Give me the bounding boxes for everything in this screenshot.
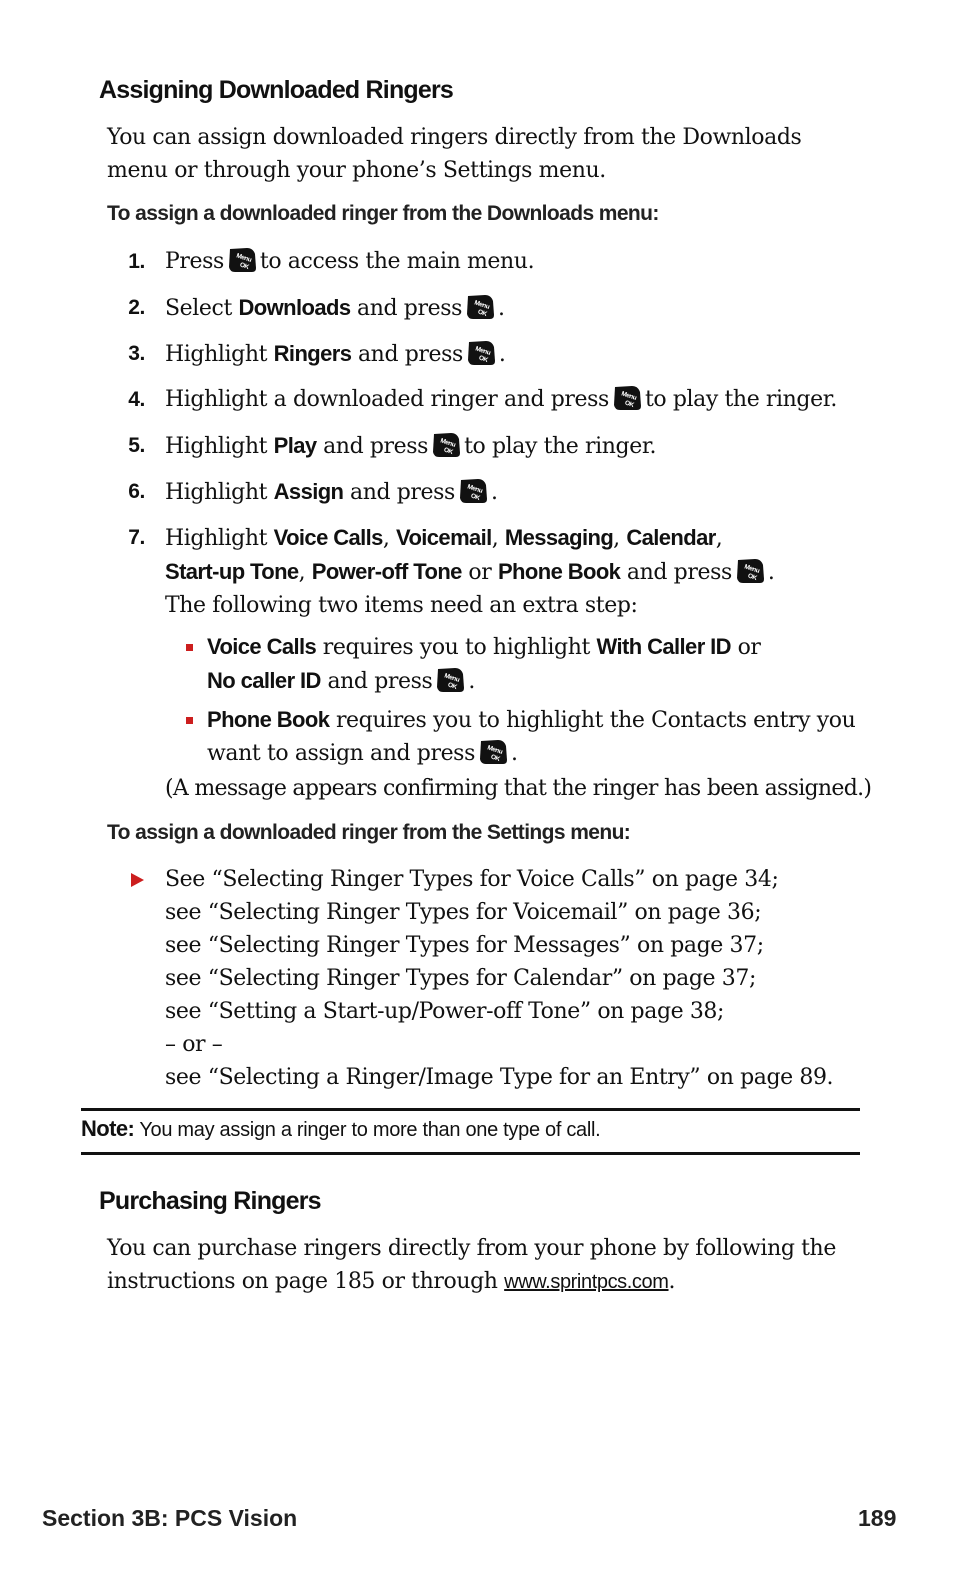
note-top-rule (81, 1108, 860, 1111)
subhead-downloads: To assign a downloaded ringer from the Downloads menu: (107, 202, 659, 225)
bullet-square-icon (186, 644, 193, 651)
reference-line: See “Selecting Ringer Types for Voice Calls” on page 34; (165, 867, 779, 892)
step-text: Press (165, 249, 224, 274)
reference-line: – or – (165, 1032, 223, 1057)
menu-term-startup-tone: Start-up Tone (165, 559, 299, 584)
note (81, 1116, 600, 1142)
menu-ok-key-icon (431, 431, 461, 459)
comma: , (382, 526, 390, 551)
comma: , (715, 526, 723, 551)
menu-ok-key-icon (458, 477, 488, 505)
menu-ok-key-icon (735, 557, 765, 585)
footer-page-number: 189 (858, 1505, 897, 1531)
step-text: Highlight (165, 526, 268, 551)
menu-ok-key-icon (478, 738, 508, 766)
section-title-purchasing: Purchasing Ringers (99, 1187, 321, 1215)
step-text: and press (357, 342, 463, 367)
note-text: You may assign a ringer to more than one type of call. (139, 1119, 601, 1141)
period: . (668, 1269, 676, 1294)
bullet-text: requires you to highlight the Contacts entry you (335, 708, 856, 733)
menu-term-poweroff-tone: Power-off Tone (311, 559, 462, 584)
menu-term-voice-calls: Voice Calls (207, 634, 317, 659)
step-number: 5. (128, 434, 145, 457)
reference-line: see “Selecting Ringer Types for Calendar” on page 37; (165, 966, 756, 991)
step-7-line-3: The following two items need an extra step: (165, 593, 638, 618)
menu-term-ringers: Ringers (273, 341, 352, 366)
note-label: Note: (81, 1116, 135, 1141)
menu-term-downloads: Downloads (238, 295, 351, 320)
period: . (767, 560, 775, 585)
menu-ok-key-icon (465, 293, 495, 321)
step-7-line-2 (165, 555, 774, 589)
bullet-square-icon (186, 717, 193, 724)
step-number: 1. (128, 250, 145, 273)
sprintpcs-link[interactable]: www.sprintpcs.com (504, 1271, 669, 1293)
comma: , (613, 526, 620, 551)
step-number: 4. (128, 388, 145, 411)
bullet-text: want to assign and press (207, 741, 475, 766)
menu-ok-key-icon (435, 666, 465, 694)
step-text: to access the main menu. (259, 249, 535, 274)
step-number: 3. (128, 342, 145, 365)
step-text: and press (349, 480, 455, 505)
step-text: and press (357, 296, 463, 321)
reference-line: see “Setting a Start-up/Power-off Tone” on page 38; (165, 999, 725, 1024)
comma: , (491, 526, 499, 551)
bullet-text: or (737, 635, 761, 660)
reference-line: see “Selecting Ringer Types for Voicemail” on page 36; (165, 900, 762, 925)
arrow-bullet-icon (131, 873, 144, 887)
period: . (510, 741, 518, 766)
step-text: . (498, 342, 506, 367)
comma: , (298, 560, 306, 585)
menu-term-messaging: Messaging (504, 525, 614, 550)
step-text: . (490, 480, 498, 505)
step-text: Highlight (165, 480, 268, 505)
purchasing-paragraph (107, 1232, 836, 1299)
step-number: 6. (128, 480, 145, 503)
menu-term-voicemail: Voicemail (396, 525, 492, 550)
purchasing-line-1: You can purchase ringers directly from your phone by following the (107, 1236, 836, 1261)
menu-term-calendar: Calendar (626, 525, 716, 550)
step-7-line-1 (165, 521, 774, 555)
step-text: . (498, 296, 505, 321)
menu-term-no-caller-id: No caller ID (207, 668, 321, 693)
settings-references (165, 863, 833, 1094)
menu-ok-key-icon (227, 246, 257, 274)
step-text: or (468, 560, 492, 585)
step-text: Select (165, 296, 232, 321)
step-text: and press (626, 560, 732, 585)
menu-term-play: Play (273, 433, 317, 458)
reference-line: see “Selecting Ringer Types for Messages” on page 37; (165, 933, 764, 958)
confirmation-text: (A message appears confirming that the ringer has been assigned.) (165, 776, 872, 801)
step-text: Highlight (165, 434, 268, 459)
step-text: Highlight (165, 342, 268, 367)
menu-term-voice-calls: Voice Calls (273, 525, 383, 550)
step-number: 7. (128, 526, 145, 549)
intro-paragraph (107, 121, 801, 187)
purchasing-line-2: instructions on page 185 or through (107, 1269, 498, 1294)
reference-line: see “Selecting a Ringer/Image Type for an Entry” on page 89. (165, 1065, 834, 1090)
note-bottom-rule (81, 1152, 860, 1155)
menu-ok-key-icon (612, 384, 642, 412)
section-title-assigning: Assigning Downloaded Ringers (99, 76, 454, 104)
subhead-settings: To assign a downloaded ringer from the Settings menu: (107, 821, 631, 844)
intro-line-1: You can assign downloaded ringers directly from the Downloads (107, 125, 802, 150)
menu-term-assign: Assign (273, 479, 344, 504)
step-text: to play the ringer. (644, 387, 838, 412)
intro-line-2: menu or through your phone’s Settings menu. (107, 158, 606, 183)
menu-term-with-caller-id: With Caller ID (596, 634, 731, 659)
step-text: and press (323, 434, 429, 459)
menu-ok-key-icon (466, 339, 496, 367)
menu-term-phone-book: Phone Book (207, 707, 330, 732)
period: . (468, 669, 475, 694)
footer-section-label: Section 3B: PCS Vision (42, 1505, 298, 1531)
step-text: to play the ringer. (464, 434, 657, 459)
step-number: 2. (128, 296, 145, 319)
bullet-text: requires you to highlight (322, 635, 590, 660)
bullet-text: and press (327, 669, 433, 694)
step-text: Highlight a downloaded ringer and press (165, 387, 609, 412)
menu-term-phone-book: Phone Book (497, 559, 621, 584)
